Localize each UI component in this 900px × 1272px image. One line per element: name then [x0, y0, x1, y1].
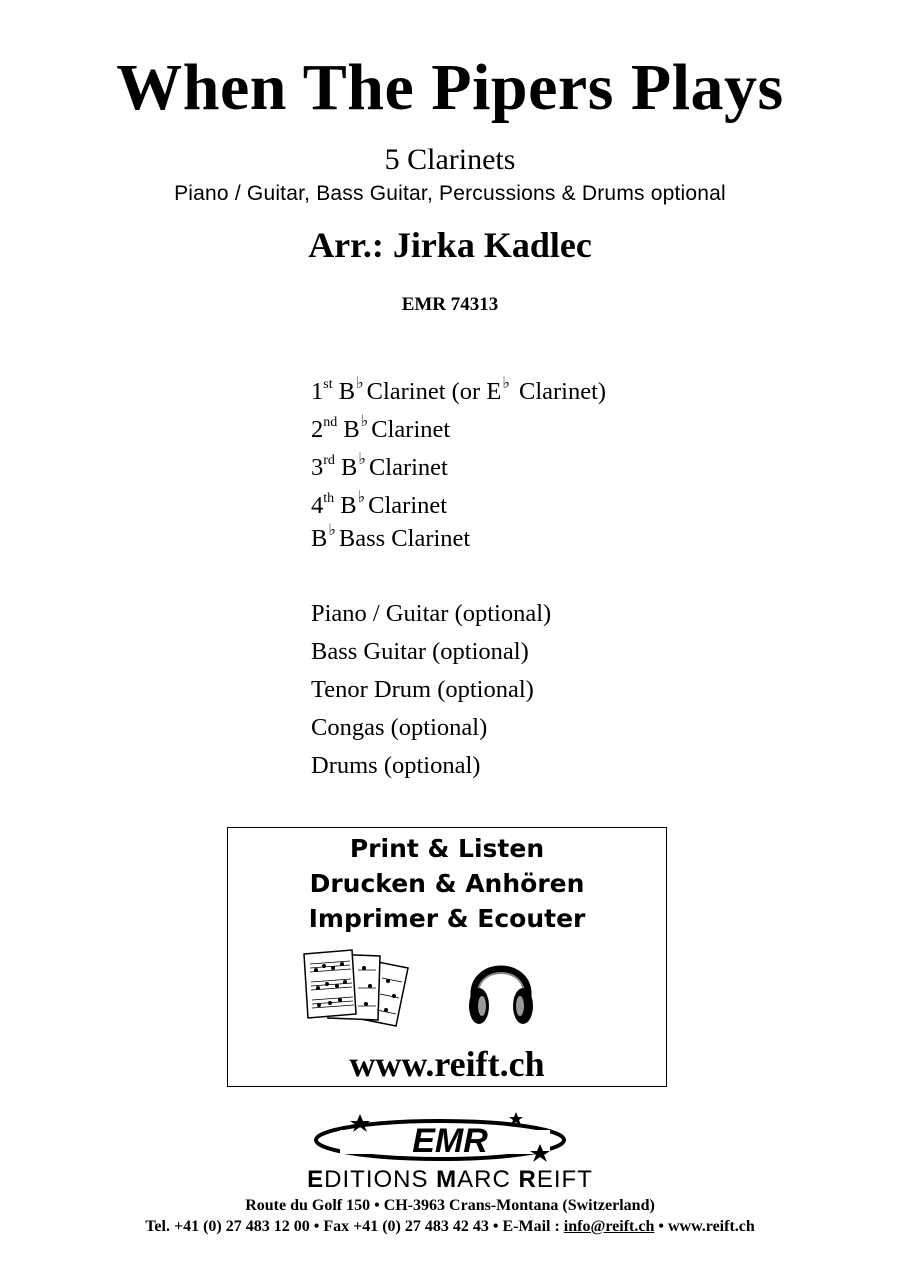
flat-sign-icon: ♭	[356, 375, 364, 393]
publisher-name: EDITIONS MARC REIFT	[307, 1166, 593, 1193]
optional-parts-list	[311, 595, 551, 785]
email-link[interactable]: info@reift.ch	[563, 1218, 655, 1235]
optional-part-item: Congas (optional)	[311, 714, 488, 741]
headphones-icon	[464, 950, 538, 1028]
flat-sign-icon: ♭	[328, 522, 336, 539]
sheet-music-icon	[300, 948, 412, 1030]
ensemble-subtitle: 5 Clarinets	[384, 143, 516, 176]
instrumentation-line: Piano / Guitar, Bass Guitar, Percussions & Drums optional	[174, 182, 726, 205]
flat-sign-icon: ♭	[357, 489, 366, 507]
part-item: 4th B♭ Clarinet	[311, 489, 448, 520]
catalog-number: EMR 74313	[401, 294, 499, 315]
publisher-address: Route du Golf 150 • CH-3963 Crans-Montana (Switzerland)	[245, 1197, 655, 1214]
optional-part-item: Drums (optional)	[311, 752, 481, 779]
publisher-contact: Tel. +41 (0) 27 483 12 00 • Fax +41 (0) 27 483 42 43 • E-Mail : info@reift.ch • www.reift.ch	[145, 1218, 755, 1235]
promo-line: Imprimer & Ecouter	[308, 904, 586, 933]
website-link[interactable]: www.reift.ch	[349, 1044, 545, 1084]
arranger-credit: Arr.: Jirka Kadlec	[308, 225, 592, 265]
print-listen-box	[227, 827, 667, 1087]
optional-part-item: Piano / Guitar (optional)	[311, 600, 552, 627]
flat-sign-icon: ♭	[502, 375, 510, 393]
flat-sign-icon: ♭	[360, 413, 369, 431]
optional-part-item: Tenor Drum (optional)	[311, 676, 534, 703]
parts-list	[311, 368, 606, 558]
optional-part-item: Bass Guitar (optional)	[311, 638, 529, 665]
part-item: B♭ Bass Clarinet	[311, 522, 471, 552]
part-item: 2nd B♭ Clarinet	[311, 413, 451, 444]
part-item: 3rd B♭ Clarinet	[311, 451, 448, 482]
svg-text:EMR: EMR	[412, 1122, 488, 1160]
flat-sign-icon: ♭	[358, 451, 366, 469]
promo-line: Print & Listen	[349, 834, 545, 863]
promo-line: Drucken & Anhören	[309, 869, 585, 898]
emr-logo-icon	[310, 1108, 590, 1168]
page-title: When The Pipers Plays	[116, 51, 784, 124]
part-item: 1st B♭ Clarinet (or E♭ Clarinet)	[311, 375, 607, 406]
